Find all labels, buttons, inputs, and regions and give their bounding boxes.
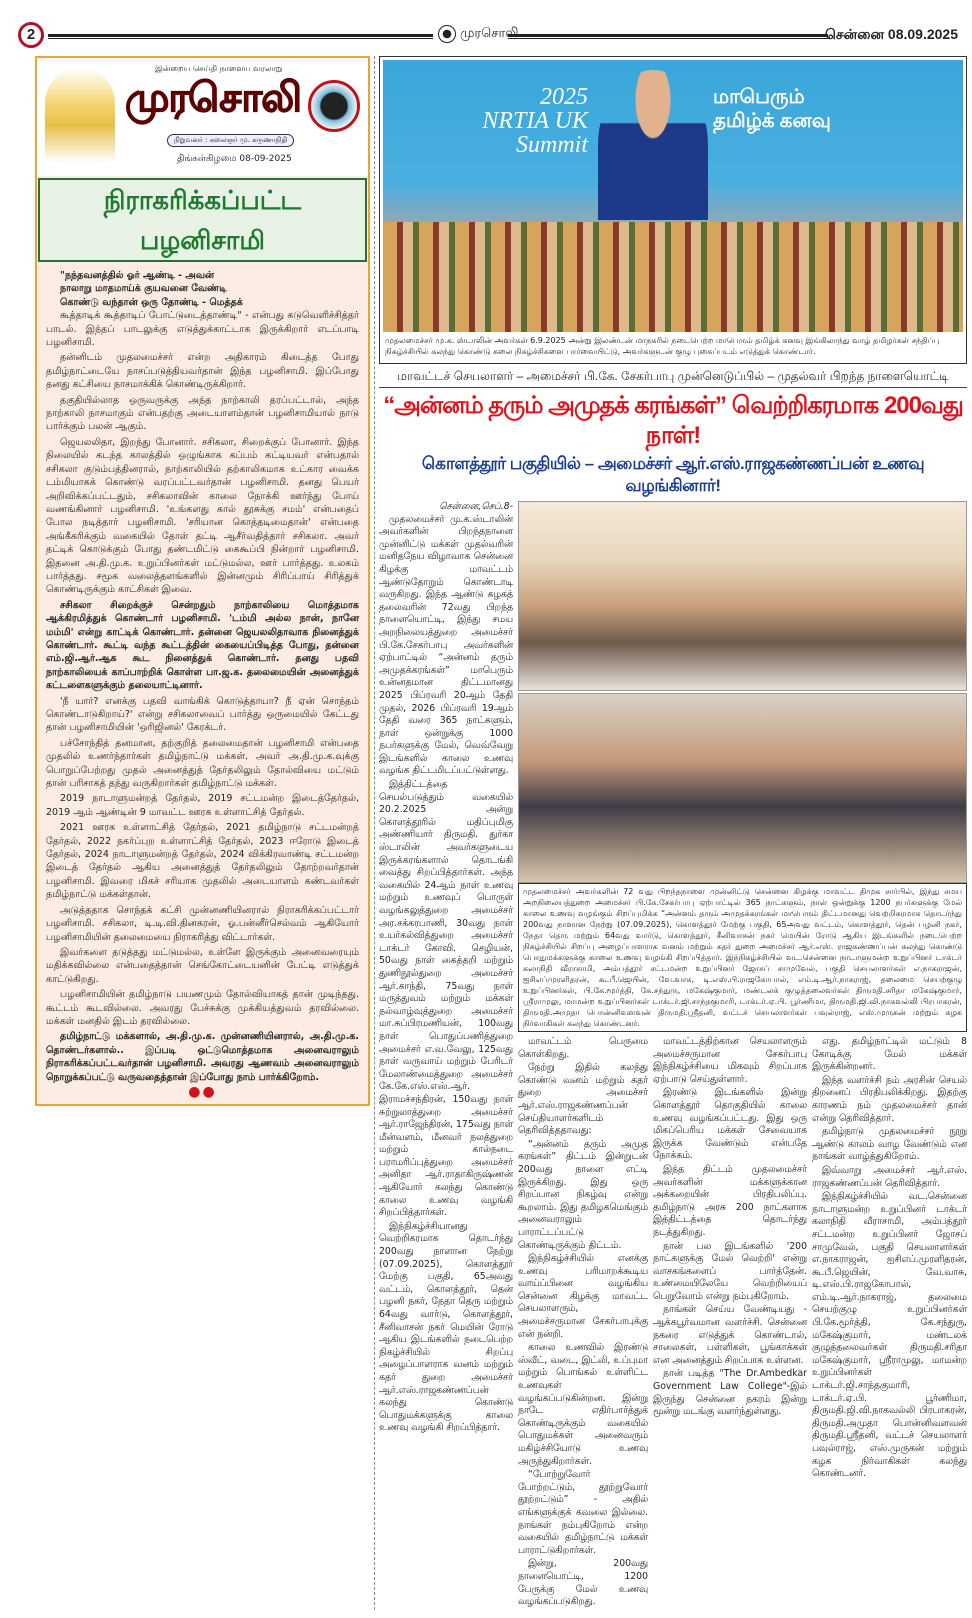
paragraph: இந்நிகழ்ச்சியானது வெற்றிகரமாக தொடர்ந்து 200வது நாளான நேற்று (07.09.2025), கொளத்தூர் மேற்கு பகுதி, 65அவது வட்டம், கொளத்தூர், தென் பழனி நகர், நேதா தெரு மற்றும் 64வது வார்டு, கொளத்தூர், சீனிவாசன் நகர் மெயின் ரோடு ஆகிய இடங்களில் நடைபெற்ற நிகழ்ச்சியில் சிறப்பு அழைப்பாளராக வனம் மற்றும் கதர் துறை அமைச்சர் ஆர்.எஸ்.ராஜகண்ணப்பன் கலந்து கொண்டு பொதுமக்களுக்கு காலை உணவு வழங்கி சிறப்பித்தார். [379,1220,513,1434]
paragraph: நான் பல இடங்களில் '200 நாட்களுக்கு மேல் வெற்றி' என்று வாசகங்களைப் பார்த்தேன். உண்மையிலேயே வெற்றியைப் பெறுவோம் என்று நம்புகிறோம். [653,1240,807,1302]
paragraph: நாங்கள் செய்ய வேண்டியது - ஆக்கபூர்வமான வளர்ச்சி. சென்னை நகரை எடுத்துக் கொண்டால், சாலைகள், பள்ளிகள், பூங்காக்கள் என அனைத்தும் சிறப்பாக உள்ளன. [653,1304,807,1366]
paragraph: 'நீ யார்? எனக்கு பதவி வாங்கிக் கொடுத்தாயா? நீ ஏன் சொந்தம் கொண்டாடுகிறாய்?' என்று சசிகலாவைப் பார்த்து ஒருமையில் கேட்டது தான் பழனிசாமியின் 'ஒரிஜினல்' கேரக்டர். [46,695,359,734]
closing-paragraph: தமிழ்நாட்டு மக்களால், அ.தி.மு.க. முன்னணியினரால், அ.தி.மு.க. தொண்டர்களால்.. இப்படி ஒட்டுமொத்தமாக அனைவராலும் நிராகரிக்கப்பட்டவர்தான் பழனிசாமி. அவரது ஆணவம் அனைவராலும் நொறுக்கப்பட்டு வருவதைத்தான் இப்போது நாம் பார்க்கிறோம். [46,1031,359,1083]
paragraph: இவ்வாறு அமைச்சர் ஆர்.எஸ். ராஜகண்ணப்பன் தெரிவித்தார். [812,1164,967,1189]
top-photo-frame [379,56,967,364]
paragraph: இரண்டு இடங்களில் இன்று கொளத்தூர் தொகுதியில் காலை உணவு வழங்கப்பட்டது. இது ஒரு மிகப்பெரிய மக்கள் சேவையாக இருக்க வேண்டும் என்பதே நோக்கம். [653,1087,807,1162]
paragraph: பச்சோந்தித் தனமான, தற்குறித் தலைமைதான் பழனிசாமி என்பதை முதலில் உணர்ந்தார்கள் தமிழ்நாட்டு மக்கள். அவர் அ.தி.மு.க.வுக்கு பொறுப்பேற்றது முதல் அனைத்துத் தேர்தலிலும் தோல்வியை மட்டும் தான் பரிசாகத் தந்து வருகிறார்கள் தமிழ்நாட்டு மக்கள். [46,737,359,790]
backdrop-portrait [598,70,708,220]
paragraph: ஜெயலலிதா, இறந்து போனார். சசிகலா, சிறைக்குப் போனார். இந்த நிலையில் கடந்த காலத்தில் ஒழுங்காக கப்பம் கட்டியவர் என்பதால் சசிகலா குடும்பத்தினரால், நாற்காலியில் தற்காலிகமாக உட்கார வைக்க டம்மியாகக் கொண்டு வரப்பட்டவர்தான் பழனிசாமி. தனது பெயர் அறிவிக்கப்பட்டதும், சசிகலாவின் காலை நோக்கி ஊர்ந்து போய் வணங்கினார் பழனிசாமி. 'உங்களது கால் தூசுக்கு சமம்' என்பதைப் போல நடித்தார் பழனிசாமி. 'சரியான கொத்தடிமைதான்' என்பதை அங்கீகரிக்கும் வகையில் தோள் தட்டி ஆசீர்வதித்தார் சசிகலா. அவர் தட்டிக் கொடுக்கும் போது தண்டமிட்டு கைகூப்பி நின்றார் பழனிசாமி. இதனை அ.தி.மு.க. உறுப்பினர்கள் மட்டுமல்ல, ஊர் பார்த்தது. உலகம் பார்த்தது. சமூக வலைத்தளங்களில் இன்னமும் சிரிப்பாய் சிரித்துக் கொண்டிருக்கும் காட்சிகள் இவை. [46,436,359,596]
paper-name-mark [438,25,519,43]
paragraph: எது. தமிழ்நாட்டில் மட்டும் 8 கோடிக்கு மேல் மக்கள் இருக்கின்றனர். [812,1036,967,1073]
paragraph: முதலமைச்சர் மு.க.ஸ்டாலின் அவர்களின் பிறந்தநாளை முன்னிட்டு மக்கள் முதல்வரின் மனிதநேய விழாவாக சென்னை கிழக்கு மாவட்டம் ஆண்டுதோறும் கொண்டாடி வருகிறது. இந்த ஆண்டு கழகத் தலைவரின் 72வது பிறந்த நாளையொட்டி, இந்து சமய அறநிலையத்துறை அமைச்சர் பி.கே.சேகர்பாபு அவர்களின் ஏற்பாட்டில் “அன்னம் தரும் அமுதக்கரங்கள்” மாபெரும் உன்னதமான திட்டமானது 2025 பிப்ரவரி 20ஆம் தேதி முதல், 2026 பிப்ரவரி 19ஆம் தேதி வரை 365 நாட்களும், நாள் ஒன்றுக்கு 1000 நபர்களுக்கு மேல், வெவ்வேறு இடங்களில் காலை உணவு வழங்க திட்டமிடப்பட்டுள்ளது. [379,513,513,777]
paragraph: இந்நிகழ்ச்சியில் எனக்கு உணவு பரிமாறக்கூடிய வாய்ப்பினை வழங்கிய சென்னை கிழக்கு மாவட்ட செயலாளரும், அமைச்சருமான சேகர்பாபுக்கு என் நன்றி. [518,1253,648,1340]
editorial-body [37,264,368,1104]
photos-caption: முதலமைச்சர் அவர்களின் 72 வது பிறந்தநாளை முன்னிட்டு சென்னை கிழக்கு மாவட்ட திமுக சார்பில், இந்து சமய அறநிலையத்துறை அமைச்சர் பி.கே.சேகர்பாபு ஏற்பாட்டில் 365 நாட்களும், நாள் ஒன்றுக்கு 1200 நபர்களுக்கு மேல் காலை உணவு வழங்கும் சிறப்புமிக்க “அன்னம் தரும் அமுதக்கரங்கள் மாபெரும் திட்டமானது வெற்றிகரமாக தொடர்ந்து 200வது நாளான நேற்று (07.09.2025), கொளத்தூர் மேற்கு பகுதி, 65அவது வட்டம், கொளத்தூர், தென் பழனி நகர், நேதா தெரு மற்றும் 64வது வார்டு, கொளத்தூர், சீனிவாசன் நகர் மெயின் ரோடு ஆகிய இடங்களில் நடைபெற்ற நிகழ்ச்சியில் சிறப்பு அழைப்பாளராக வனம் மற்றும் கதர் துறை அமைச்சர் ஆர்.எஸ். ராஜகண்ணப்பன் கலந்து கொண்டு பொதுமக்களுக்கு காலை உணவு வழங்கி சிறப்பித்தார். இந்நிகழ்ச்சியில் வட.சென்னை நாடாளுமன்ற உறுப்பினர் டாக்டர் கலாநிதி வீராசாமி, அம்பத்தூர் சட்டமன்ற உறுப்பினர் ஜோசப் சாமுவேல், பகுதி செயலாளர்கள் எ.நாகராஜன், ஐசிஎப்முரளிதரன், கூ.பீ.ஜெயின், வே.வாசு, டி.எஸ்.பி.ராஜகோபால், எம்.டி.ஆர்.நாகராஜ், தலைமை செயற்குழு உறுப்பினர்கள், பி.கே.மூர்த்தி, கே.சந்துரு, மகேஷ்குமார், மண்டலக் குழுத்தலைவர்கள் திருமதி.சரிதா மகேஷ்குமார், ஸ்ரீராமுலு, மாமன்ற உறுப்பினர்கள் டாக்டர்.ஜி.சாந்தகுமாரி, டாக்டர்.ஏ.பி. பூர்ணிமா, திருமதி.ஜி.வி.நாகவல்லி பிரபாகரன், திருமதி.அமுதா பொன்னிவளவன் திருமதி.ஸ்ரீதனி, வட்டச் செயலாளர்கள் பவுல்ராஜ், எஸ்.முருகன் மற்றும் கழக நிர்வாகிகள் கலந்து கொண்டனர். [518,883,967,1032]
page-header [18,22,958,56]
story-kicker: மாவட்டச் செயலாளர் – அமைச்சர் பி.கே. சேகர்பாபு முன்னெடுப்பில் – முதல்வர் பிறந்த நாளையொட்டி [379,369,967,388]
paragraph: இந்நிகழ்ச்சியில் வட.சென்னை நாடாளுமன்ற உறுப்பினர் டாக்டர் கலாநிதி வீராசாமி, அம்பத்தூர் சட்டமன்ற உறுப்பினர் ஜோசப் சாமுவேல், பகுதி செயலாளர்கள் எ.நாகராஜன், ஐசிஎப்.முரளிதரன், கூ.பீ.ஜெயின், வே.வாசு, டி.எஸ்.பி.ராஜகோபால், எம்.டி.ஆர்.நாகராஜ், தலைமை செயற்குழு உறுப்பினர்கள் பி.கே.மூர்த்தி, கே.சந்துரு, மகேஷ்குமார், மண்டலக் குழுத்தலைவர்கள் திருமதி.சரிதா மகேஷ்குமார், ஸ்ரீராமுலு, மாமன்ற உறுப்பினர்கள் டாக்டர்.ஜி.சாந்தகுமாரி, டாக்டர்.ஏ.பி. பூர்ணிமா, திருமதி.ஜி.வி.நாகவல்லி பிரபாகரன், திருமதி.அமுதா பொன்னிவளவன் திருமதி.ஸ்ரீதனி, வட்டச் செயலாளர் பவுல்ராஜ், எஸ்.முருகன் மற்றும் கழக நிர்வாகிகள் கலந்து கொண்டனர். [812,1191,967,1480]
paragraph: 2019 நாடாளுமன்றத் தேர்தல், 2019 சட்டமன்ற இடைத்தேர்தல், 2019 ஆம் ஆண்டின் 9 மாவட்ட ஊரக உள்ளாட்சித் தேர்தல். [46,793,359,818]
paragraph: தகுதியில்லாத ஒருவருக்கு அந்த நாற்காலி தரப்பட்டால், அந்த நாற்காலி நாசமாகும் என்பதற்கு அடையாளம்தான் பழனிசாமியால் நாடு பார்க்கும் பலன் ஆகும். [46,394,359,433]
story-lower-columns [518,1036,967,1610]
editorial-masthead [37,58,368,176]
paragraph: இந்த வளர்ச்சி நம் அரசின் செயல் திறனைப் பிரதிபலிக்கிறது. இதற்கு காரணம் நம் முதலமைச்சர் தான் என்று தெரிவித்தார். [812,1074,967,1124]
group-of-performers [383,222,963,332]
founder-label: நிறுவனர் : கலைஞர் மு. கருணாநிதி [167,134,294,147]
summit-photo [383,60,963,332]
paragraph: “போற்றுவோர் போற்றட்டும், தூற்றுவோர் தூற்றட்டும்” - அதில் எங்களுக்குக் கவலை இல்லை. நாங்கள் நம்புகிறோம் என்ற வகையில் தமிழ்நாட்டு மக்கள் பாராட்டுகிறார்கள். [518,1469,648,1556]
paragraph: இன்று, 200வது நாளையொட்டி, 1200 பேருக்கு மேல் உணவு வழங்கப்படுகிறது. [518,1558,648,1608]
story-column-2 [518,1036,648,1610]
paragraph: இத்திட்டத்தை செயல்படுத்தும் வகையில் 20.2.2025 அன்று கொளத்தூரில் மதிப்புமிகு அண்ணியார் திருமதி. துர்கா ஸ்டாலின் அவர்களுடைய இருக்கரங்களால் தொடங்கி வைத்து சிறப்பித்தார்கள். அந்த வகையில் 24ஆம் நாள் உணவு மற்றும் உணவுப் பொருள் வழங்கலுத்துறை அமைச்சர் அர.சக்கரபாணி, 30வது நாள் உயர்கல்வித்துறை அமைச்சர் டாக்டர் கோவி. செழியன், 50வது நாள் கைத்தறி மற்றும் துணிநூல்துறை அமைச்சர் ஆர்.காந்தி, 75வது நாள் மருத்துவம் மற்றும் மக்கள் நல்வாழ்வுத்துறை அமைச்சர் மா.சுப்பிரமணியன், 100வது நாள் பொதுப்பணித்துறை அமைச்சர் எ.வ.வேலு, 125வது நாள் வருவாய் மற்றும் பேரிடர் மேலாண்மைத்துறை அமைச்சர் கே.கே.எஸ்.எஸ்.ஆர். இராமச்சந்திரன், 150வது நாள் சுற்றுலாத்துறை அமைச்சர் ஆர்.ராஜேந்திரன், 175வது நாள் மீன்வளம், மீனவர் நலத்துறை மற்றும் கால்நடை பராமரிப்புத்துறை அமைச்சர் அனிதா ஆர்.ராதாகிருஷ்ணன் ஆகியோர் கலந்து கொண்டு காலை உணவு வழங்கி சிறப்பித்தார்கள். [379,779,513,1219]
story-right-block [518,501,967,1610]
party-seal-icon [308,80,360,132]
founder-illustration [45,68,115,163]
masthead-tagline: இன்றைய செய்தி நாளைய வரலாறு [155,64,283,73]
paragraph: காலை உணவில் இரண்டு ஸ்வீட், வடை, இட்லி, உப்புமா மற்றும் பொங்கல் உள்ளிட்ட உணவுகள் வழங்கப்படுகின்றன. இன்று நாடே எதிர்பார்த்துக் கொண்டிருக்கும் வகையில் பொதுமக்கள் அனைவரும் மகிழ்ச்சியோடு உணவு அருந்துகிறார்கள். [518,1342,648,1467]
food-distribution-photo-2 [518,693,967,883]
page-body [18,56,966,1610]
header-rule [48,34,433,39]
header-rule [508,34,828,39]
news-section [374,56,966,1610]
paragraph: தமிழ்நாடு முதலமைச்சர் நூறு ஆண்டு காலம் வாழ வேண்டும் என நாங்கள் வாழ்த்துகிறோம். [812,1126,967,1163]
paragraph: நேற்று இதில் கலந்து கொண்டு வனம் மற்றும் கதர் துறை அமைச்சர் ஆர்.எஸ்.ராஜகண்ணப்பன் செய்தியாளர்களிடம் தெரிவித்ததாவது: [518,1062,648,1137]
paragraph: இவர்களை தடுத்தது மட்டுமல்ல, உள்ளே இருக்கும் அனைவரையும் மதிக்கவில்லை என்பதைத்தான் செங்கோட்டையனின் பேட்டி எடுத்துக் காட்டுகிறது. [46,946,359,985]
paragraph: கூத்தாடிக் கூத்தாடிப் போட்டுடைத்தாண்டி" - என்பது கடுவெளிச்சித்தர் பாடல். இந்தப் பாடலுக்கு எடுத்துக்காட்டாக இருக்கிறார் எடப்பாடி பழனிசாமி. [46,310,359,349]
story-headline: “அன்னம் தரும் அமுதக் கரங்கள்” வெற்றிகரமாக 200வது நாள்! [383,392,963,449]
verse-line: நாலாறு மாதமாய்க் குயவனை வேண்டி [60,283,227,295]
story-column-3 [653,1036,807,1420]
story-column-4 [812,1036,967,1482]
verse-line: "நந்தவனத்தில் ஓர் ஆண்டி - அவன் [60,270,215,281]
paragraph: தன்னிடம் முதலமைச்சர் என்ற அதிகாரம் கிடைத்த போது தமிழ்நாட்டையே நாசப்படுத்தியவர்தான் இந்த பழனிசாமி. இப்போது தனது கட்சியை நாசமாக்கிக் கொண்டிருக்கிறார். [46,352,359,391]
page-number: 2 [18,22,44,48]
end-mark: ●● [188,1083,217,1100]
photo-caption: முதலமைச்சர் மு.க. ஸ்டாலின் அவர்கள் 6.9.2025 அன்று இலண்டன் மாநகரில் நடைபெற்ற மாபெரும் தமிழ்க் கனவு இங்கிலாந்து வாழ் தமிழர்கள் சந்திப்பு நிகழ்ச்சியில் கலந்து கொண்டு கலை நிகழ்ச்சிகளை பார்வையிட்டு, அவர்களுடன் குழு புகைப்படம் எடுத்துக் கொண்டார். [385,336,940,356]
editorial-title: நிராகரிக்கப்பட்ட பழனிசாமி [38,178,367,262]
rising-sun-emblem-icon [438,25,456,43]
paragraph: மாவட்டம் பெருமை கொள்கிறது. [518,1036,648,1060]
paragraph: பழனிசாமியின் தமிழ்நாடு பயணமும் தோல்வியாகத் தான் முடிந்தது. கூட்டம் கூடவில்லை. அவரது பேச்சுக்கு முக்கியத்துவம் தரவில்லை. மக்கள் மனதில் இடம் தரவில்லை. [46,989,359,1027]
backdrop-tamil: மாபெரும் தமிழ்க் கனவு [713,86,831,132]
story-body [379,501,966,1610]
paragraph: மாவட்டத்திற்கான செயலாளரும் அமைச்சருமான சேகர்பாபு இந்நிகழ்ச்சியை மிகவும் சிறப்பாக ஏற்பாடு செய்துள்ளார். [653,1036,807,1085]
story-column-1 [379,501,513,1436]
dateline: சென்னை,செப்.8- [439,501,513,512]
backdrop-title: 2025 NRTIA UK Summit [482,84,588,158]
bold-paragraph: சசிகலா சிறைக்குச் சென்றதும் நாற்காலியை மொத்தமாக ஆக்கிரமித்துக் கொண்டார் பழனிசாமி. 'டம்மி அல்ல நான், நானே மம்மி' என்று காட்டிக் கொண்டார். தன்னை ஜெயலலிதாவாக நினைத்துக் கொண்டார். கூட்டி வந்த கூட்டத்தின் கையைப்பிடித்த போது, தன்னை எம்.ஜி.ஆர்.ஆக கூட நினைத்துக் கொண்டார். தனது பதவி நாற்காலியைக் காப்பாற்றிக் கொள்ள பா.ஜ.க. தலைமையின் அனைத்துக் கட்டளைகளுக்கும் தலையாட்டினார். [46,599,359,692]
verse-line: கொண்டு வந்தான் ஒரு தோண்டி - மெத்தக் [60,296,243,308]
paragraph: நான் படித்த "The Dr.Ambedkar Government Law College"-இல் இருந்து சென்னை நகரம் இன்று மூன்று மடங்கு வளர்ந்துள்ளது. [653,1368,807,1418]
city-date: சென்னை 08.09.2025 [824,26,958,42]
editorial-box [35,56,370,1106]
masthead-logo: முரசொலி [125,76,301,120]
paper-name: முரசொலி [460,26,519,41]
paragraph: “அன்னம் தரும் அமுத கரங்கள்” திட்டம் இன்றுடன் 200வது நாளை எட்டி இருக்கிறது. இது ஒரு சிறப்பான நிகழ்வு என்று கூறலாம். இது தமிழகமெங்கும் அனைவராலும் பாராட்டப்பட்டு கொண்டிருக்கும் திட்டம். [518,1138,648,1251]
editorial-date: திங்கள்கிழமை 08-09-2025 [177,154,292,164]
paragraph: இந்த திட்டம் முதலமைச்சர் அவர்களின் மக்களுக்கான அக்கறையின் பிரதிபலிப்பு. தமிழ்நாடு அரசு 200 நாட்களாக இத்திட்டத்தை தொடர்ந்து நடத்துகிறது. [653,1163,807,1238]
paragraph: அடுத்ததாக சொந்தக் கட்சி முன்னணியினரால் நிராகரிக்கப்பட்டார் பழனிசாமி. சசிகலா, டி.டி.வி.தினகரன், ஓ.பன்னீர்செல்வம் ஆகியோர் பழனிசாமியின் தலைமையை நிராகரித்து விட்டார்கள். [46,904,359,943]
paragraph: 2021 ஊரக உள்ளாட்சித் தேர்தல், 2021 தமிழ்நாடு சட்டமன்றத் தேர்தல், 2022 நகர்ப்புற உள்ளாட்சித் தேர்தல், 2023 ஈரோடு இடைத் தேர்தல், 2024 நாடாளுமன்றத் தேர்தல், 2024 விக்கிரவாண்டி சட்டமன்ற இடைத் தேர்தல் ஆகிய அனைத்துத் தேர்தலிலும் தோற்றவர்தான் பழனிசாமி. இவரை மிகச் சரியாக முதலில் அடையாளம் கண்டவர்கள் தமிழ்நாட்டு மக்கள்தான். [46,822,359,901]
story-subhead: கொளத்தூர் பகுதியில் – அமைச்சர் ஆர்.எஸ்.ராஜகண்ணப்பன் உணவு வழங்கினார்! [421,454,925,495]
food-distribution-photo-1 [518,501,967,691]
